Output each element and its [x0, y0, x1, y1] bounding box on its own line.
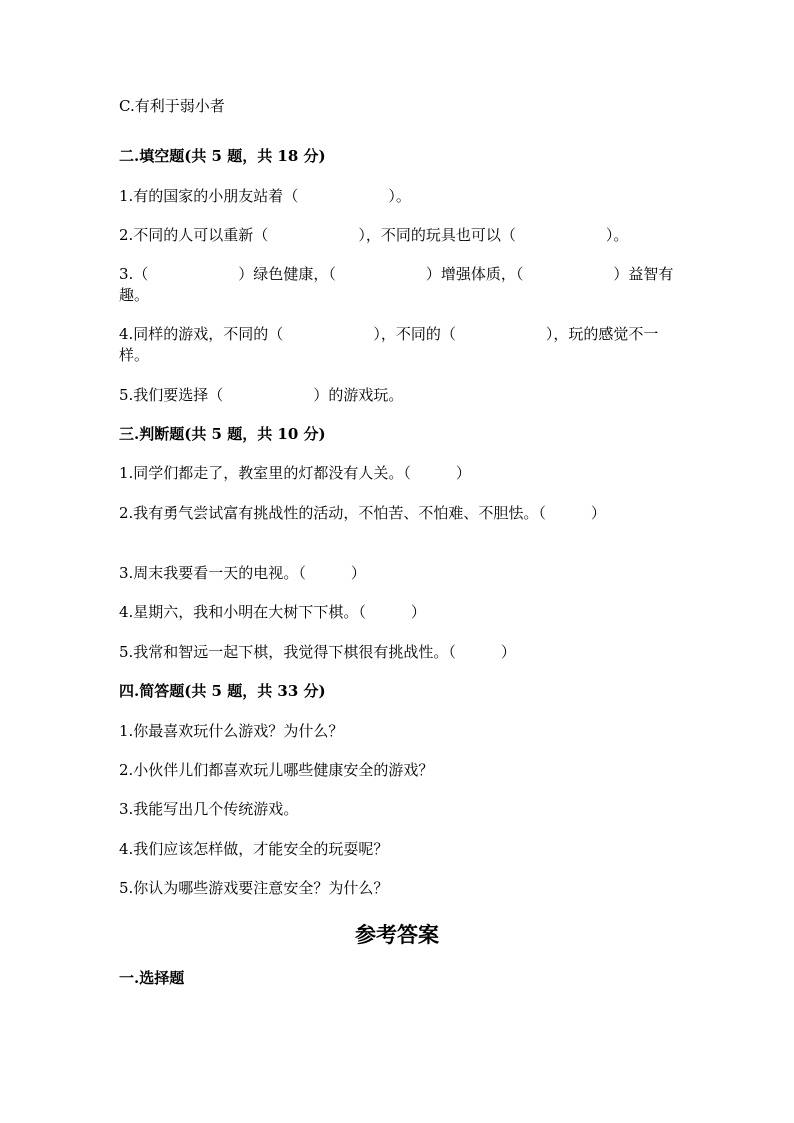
section-2-heading: 二.填空题(共 5 题，共 18 分) — [119, 147, 326, 165]
judge-question-2: 2.我有勇气尝试富有挑战性的活动，不怕苦、不怕难、不胆怯。（ ） — [119, 504, 606, 522]
answers-section-1-heading: 一.选择题 — [119, 969, 185, 987]
short-question-1: 1.你最喜欢玩什么游戏？为什么？ — [119, 722, 344, 740]
judge-question-3: 3.周末我要看一天的电视。（ ） — [119, 564, 366, 582]
answer-key-title: 参考答案 — [355, 922, 439, 947]
short-question-3: 3.我能写出几个传统游戏。 — [119, 800, 299, 818]
short-question-4: 4.我们应该怎样做，才能安全的玩耍呢？ — [119, 840, 389, 858]
judge-question-1: 1.同学们都走了，教室里的灯都没有人关。（ ） — [119, 464, 471, 482]
judge-question-5: 5.我常和智远一起下棋，我觉得下棋很有挑战性。（ ） — [119, 643, 516, 661]
fill-question-2: 2.不同的人可以重新（ ），不同的玩具也可以（ ）。 — [119, 226, 629, 244]
fill-question-5: 5.我们要选择（ ）的游戏玩。 — [119, 386, 404, 404]
section-3-heading: 三.判断题(共 5 题，共 10 分) — [119, 425, 326, 443]
short-question-5: 5.你认为哪些游戏要注意安全？为什么？ — [119, 879, 389, 897]
option-c: C.有利于弱小者 — [119, 97, 225, 115]
fill-question-4: 4.同样的游戏，不同的（ ），不同的（ ），玩的感觉不一样。 — [119, 325, 659, 364]
judge-question-4: 4.星期六，我和小明在大树下下棋。（ ） — [119, 603, 426, 621]
section-4-heading: 四.简答题(共 5 题，共 33 分) — [119, 682, 326, 700]
fill-question-3: 3.（ ）绿色健康，（ ）增强体质，（ ）益智有趣。 — [119, 265, 674, 304]
short-question-2: 2.小伙伴儿们都喜欢玩儿哪些健康安全的游戏？ — [119, 761, 434, 779]
fill-question-1: 1.有的国家的小朋友站着（ ）。 — [119, 187, 411, 205]
